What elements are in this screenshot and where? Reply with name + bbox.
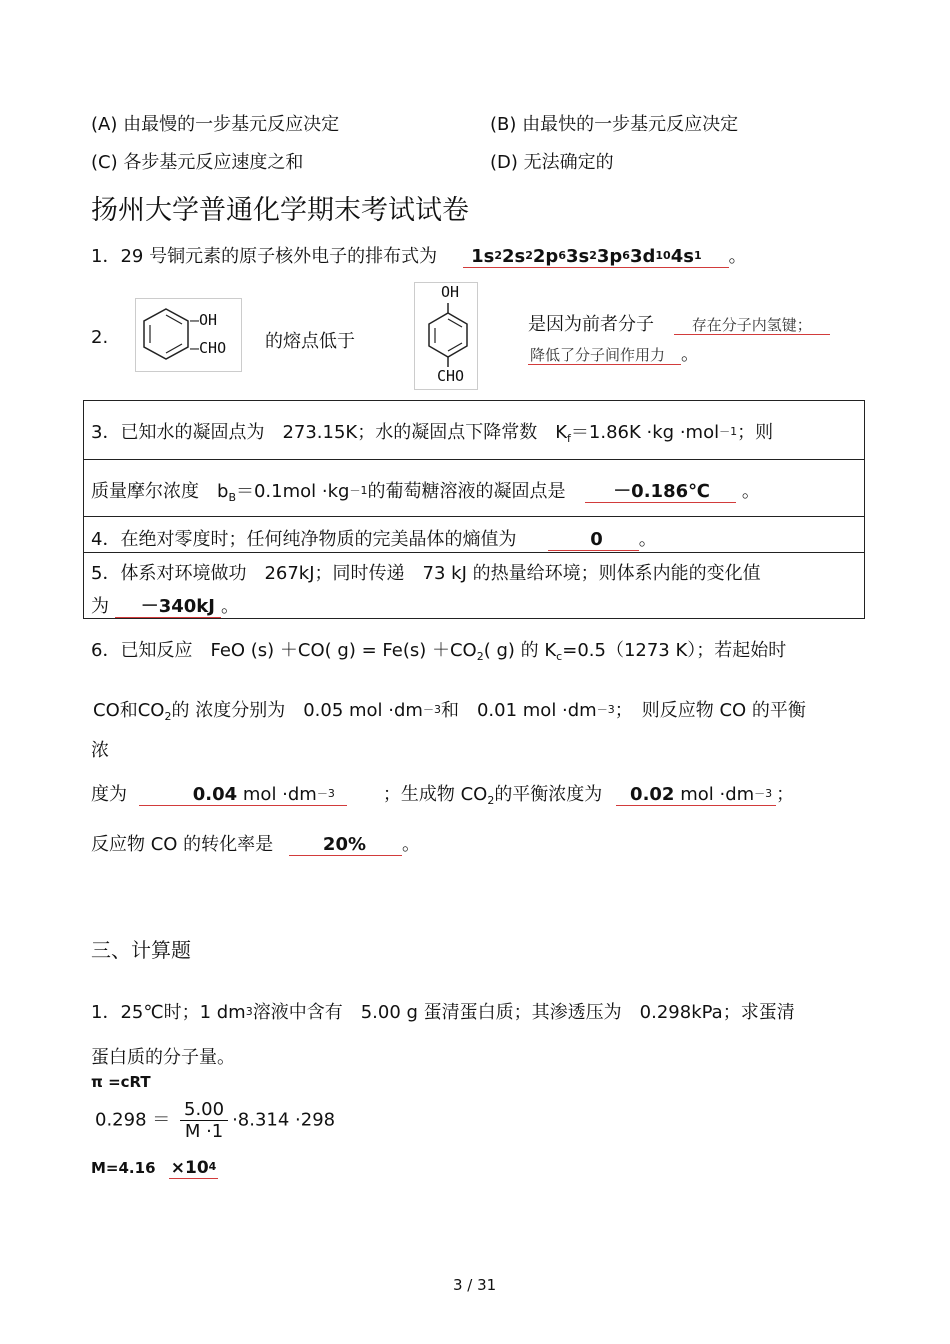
- question-1: [91, 242, 747, 268]
- question-2-mid: 的熔点低于: [265, 331, 355, 352]
- kc-subscript: c: [556, 650, 563, 663]
- question-6-text-f: 和 0.01 mol ·dm: [440, 700, 597, 721]
- option-b: (B) 由最快的一步基元反应决定: [490, 114, 739, 135]
- question-6-line5: [91, 830, 420, 856]
- question-1-text: 1．29 号铜元素的原子核外电子的排布式为: [91, 246, 438, 267]
- p-hydroxybenzaldehyde-structure: [414, 282, 478, 390]
- calc-1-equation: [95, 1099, 335, 1142]
- question-6-text-g: ； 则反应物 CO 的平衡: [614, 700, 806, 721]
- question-5-line1: 5．体系对环境做功 267kJ；同时传递 73 kJ 的热量给环境；则体系内能的变化值: [91, 563, 761, 584]
- benzene-ring-icon: [136, 299, 241, 371]
- result-power: ×10: [170, 1158, 209, 1178]
- question-6-answer-rate: 20%: [289, 834, 402, 856]
- fraction-numerator: 5.00: [180, 1099, 228, 1121]
- question-6-text-e: 的 浓度分别为 0.05 mol ·dm: [171, 700, 423, 721]
- kf-subscript: f: [567, 432, 571, 445]
- calc-1-line1: 1．25℃时；1 $dm^3$溶液中含有 5.00 g 蛋清蛋白质；其渗透压为 0.298kPa；求蛋清: [91, 1002, 795, 1023]
- question-6-end: 。: [402, 834, 421, 855]
- question-6-text-b: ( g) 的 K: [483, 640, 557, 661]
- question-6-line3: 浓: [91, 740, 109, 761]
- question-2-reason-line2: [528, 340, 699, 366]
- question-2-end: 。: [681, 344, 700, 365]
- page-title: 扬州大学普通化学期末考试试卷: [91, 195, 469, 226]
- unit-co: mol ·dm: [242, 784, 317, 805]
- question-5-end: 。: [220, 596, 239, 617]
- question-3-line1: 3．已知水的凝固点为 273.15K；水的凝固点下降常数 $K_f=1.86K \cdot kg \cdot mol^{-1}$；则: [91, 422, 774, 445]
- bb-subscript: B: [228, 491, 236, 504]
- question-6-text-j: 的平衡浓度为: [494, 784, 603, 805]
- question-6-line2: CO和$CO_2$的 浓度分别为 0.05 mol $\cdot dm^{-3}$和 0.01 mol $\cdot dm^{-3}$； 则反应物 CO 的平衡: [93, 700, 806, 723]
- question-5-prefix: 为: [91, 596, 109, 617]
- question-6-answer-co2: 0.02: [630, 784, 675, 805]
- section-heading: 三、计算题: [91, 938, 191, 962]
- question-2-number: 2.: [91, 327, 109, 348]
- equation-right: ·8.314 ·298: [232, 1109, 336, 1131]
- calc-1-text-a: 1．25℃时；1 dm: [91, 1002, 246, 1023]
- question-4-text: 4．在绝对零度时；任何纯净物质的完美晶体的熵值为: [91, 529, 517, 550]
- option-a: (A) 由最慢的一步基元反应决定: [91, 114, 340, 135]
- question-3-text-d: 质量摩尔浓度 b: [91, 481, 229, 502]
- hydroxyl-group-left: —OH: [190, 311, 218, 329]
- question-3-text-b: ＝1.86K ·kg ·mol: [570, 422, 720, 443]
- aldehyde-group-right: CHO: [437, 367, 465, 385]
- question-6-text-i: ；生成物 CO: [382, 784, 488, 805]
- fraction-denominator: M ·1: [184, 1121, 224, 1142]
- question-3-text-a: 3．已知水的凝固点为 273.15K；水的凝固点下降常数 K: [91, 422, 568, 443]
- question-3-text-f: 的葡萄糖溶液的凝固点是: [367, 481, 566, 502]
- question-6-text-a: 6．已知反应 FeO (s) ＋CO( g) = Fe(s) ＋CO: [91, 640, 477, 661]
- question-3-end: 。: [741, 481, 760, 502]
- question-3-answer: －0.186℃: [585, 481, 736, 503]
- question-2-answer-line2: 降低了分子间作用力: [528, 346, 681, 365]
- question-1-answer: $1s^22s^22p^63s^23p^63d^{10}4s^1$: [463, 246, 729, 268]
- question-3-text-e: ＝0.1mol ·kg: [235, 481, 350, 502]
- question-6-answer-co: 0.04: [192, 784, 238, 805]
- question-6-line4: 度为 0.04 mol $\cdot dm^{-3}$ ；生成物 $CO_2$的平衡浓度为 0.02 mol $\cdot dm^{-3}$ ；: [91, 784, 795, 807]
- question-3-text-c: ；则: [737, 422, 774, 443]
- question-5-answer: －340kJ: [115, 596, 221, 618]
- question-3-line2: 质量摩尔浓度 $b_B=0.1mol \cdot kg^{-1}$的葡萄糖溶液的凝固点是 －0.186℃ 。: [91, 481, 760, 504]
- unit-co2: mol ·dm: [680, 784, 755, 805]
- equation-left: 0.298 ＝: [95, 1109, 171, 1131]
- question-5-line2: [91, 592, 239, 618]
- result-power-wrap: [169, 1158, 219, 1179]
- option-d: (D) 无法确定的: [490, 152, 614, 173]
- hydroxyl-group-right: OH: [441, 283, 460, 301]
- result-exponent: 4: [208, 1160, 217, 1173]
- option-c: (C) 各步基元反应速度之和: [91, 152, 304, 173]
- question-6-text-c: =0.5（1273 K）；若起始时: [562, 640, 787, 661]
- question-6-answer-co-wrap: 0.04 mol $\cdot dm^{-3}$: [139, 784, 347, 806]
- question-6-text-d: CO和CO: [93, 700, 165, 721]
- equation-fraction: [180, 1099, 228, 1142]
- page-number: 3 / 31: [453, 1276, 497, 1294]
- question-6-line1: 6．已知反应 FeO (s) ＋CO( $g) = Fe(s) +CO_2$( g) 的 $K_c=0.5(1273$ K）；若起始时: [91, 640, 787, 663]
- question-6-answer-co2-wrap: 0.02 mol $\cdot dm^{-3}$: [616, 784, 776, 806]
- question-6-text-k: 反应物 CO 的转化率是: [91, 834, 274, 855]
- aldehyde-group-left: —CHO: [190, 339, 227, 357]
- question-4-answer: 0: [548, 529, 639, 551]
- calc-1-result: [91, 1158, 218, 1178]
- question-1-end: 。: [728, 246, 747, 267]
- calc-1-line2: 蛋白质的分子量。: [91, 1047, 235, 1068]
- calc-1-formula: π =cRT: [91, 1073, 151, 1091]
- result-value: M=4.16: [91, 1159, 156, 1177]
- question-2-reason-prefix: 是因为前者分子: [528, 314, 654, 335]
- question-2-answer-line1: 存在分子内氢键；: [674, 316, 830, 335]
- salicylaldehyde-structure: [135, 298, 242, 372]
- question-4: [91, 525, 657, 551]
- question-4-end: 。: [638, 529, 657, 550]
- calc-1-text-b: 溶液中含有 5.00 g 蛋清蛋白质；其渗透压为 0.298kPa；求蛋清: [252, 1002, 795, 1023]
- question-2-reason: [528, 310, 830, 336]
- question-6-text-h: 度为: [91, 784, 127, 805]
